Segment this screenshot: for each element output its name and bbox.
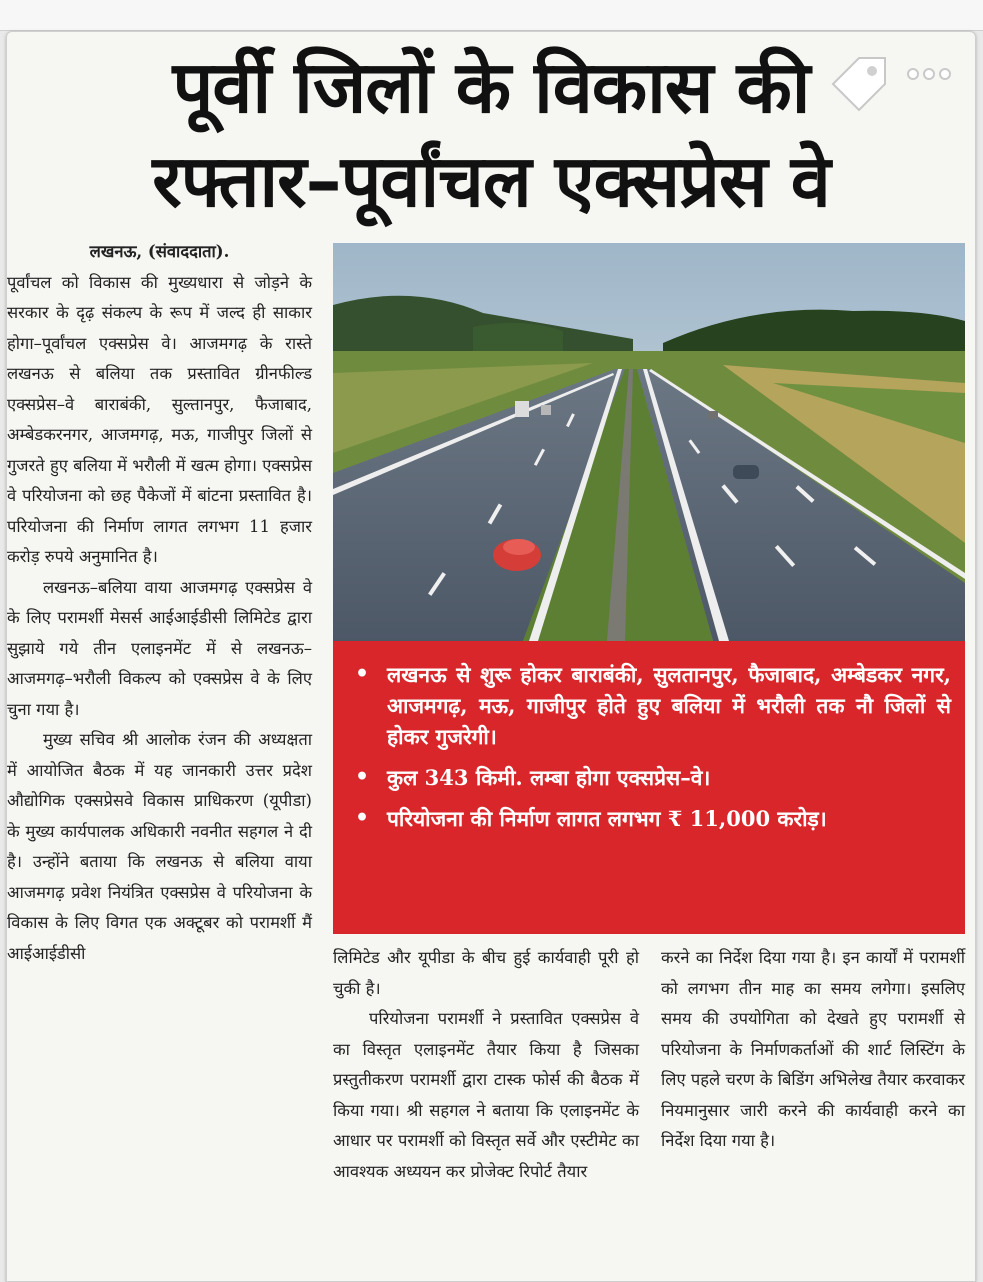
article-paragraph: परियोजना परामर्शी ने प्रस्तावित एक्सप्रेस वे का विस्तृत एलाइनमेंट तैयार किया है जिसका प्रस्तुतीकरण परामर्शी द्वारा टास्क फोर्स की बैठक में किया गया। श्री सहगल ने बताया कि एलाइनमेंट के आधार पर परामर्शी को विस्तृत सर्वे और एस्टीमेट का आवश्यक अध्ययन कर प्रोजेक्ट रिपोर्ट तैयार (333, 1009, 639, 1181)
highlight-item: • कुल 343 किमी. लम्बा होगा एक्सप्रेस–वे। (355, 764, 711, 790)
highlight-item: • परियोजना की निर्माण लागत लगभग ₹ 11,000 करोड़। (355, 805, 827, 831)
highlights-box (333, 641, 965, 934)
dateline: लखनऊ, (संवाददाता). (89, 242, 230, 261)
expressway-photo (333, 243, 965, 641)
headline-line-2: रफ्तार–पूर्वांचल एक्सप्रेस वे (152, 139, 830, 223)
article-right-column (661, 943, 965, 1157)
highlight-item: • लखनऊ से शुरू होकर बाराबंकी, सुलतानपुर, फैजाबाद, अम्बेडकर नगर, आजमगढ़, मऊ, गाजीपुर होते हुए बलिया में भरौली तक नौ जिलों से होकर गुजरेगी। (355, 661, 951, 749)
more-options-icon[interactable] (907, 68, 951, 80)
article-paragraph: पूर्वांचल को विकास की मुख्यधारा से जोड़ने के सरकार के दृढ़ संकल्प के रूप में जल्द ही साकार होगा–पूर्वांचल एक्सप्रेस वे। आजमगढ़ के रास्ते लखनऊ से बलिया तक प्रस्तावित ग्रीनफील्ड एक्सप्रेस–वे बाराबंकी, सुल्तानपुर, फैजाबाद, अम्बेडकरनगर, आजमगढ़, मऊ, गाजीपुर जिलों से गुजरते हुए बलिया में भरौली में खत्म होगा। एक्सप्रेस वे परियोजना को छह पैकेजों में बांटना प्रस्तावित है। परियोजना की निर्माण लागत लगभग 11 हजार करोड़ रुपये अनुमानित है। (7, 272, 312, 566)
article-paragraph: मुख्य सचिव श्री आलोक रंजन की अध्यक्षता में आयोजित बैठक में यह जानकारी उत्तर प्रदेश औद्योगिक एक्सप्रेसवे विकास प्राधिकरण (यूपीडा) के मुख्य कार्यपालक अधिकारी नवनीत सहगल ने दी है। उन्होंने बताया कि लखनऊ से बलिया वाया आजमगढ़ प्रवेश नियंत्रित एक्सप्रेस वे परियोजना के विकास के लिए विगत एक अक्टूबर को परामर्शी मैं आईआईडीसी (7, 730, 312, 963)
viewer-top-bar (0, 0, 983, 31)
headline-line-1: पूर्वी जिलों के विकास की (172, 45, 810, 129)
article-paragraph: लिमिटेड और यूपीडा के बीच हुई कार्यवाही पूरी हो चुकी है। (333, 948, 639, 998)
expressway-illustration (333, 243, 965, 641)
highlights-list (333, 641, 965, 834)
article-paragraph: करने का निर्देश दिया गया है। इन कार्यों में परामर्शी को लगभग तीन माह का समय लगेगा। इसलिए समय की उपयोगिता को देखते हुए परामर्शी से परियोजना के निर्माणकर्ताओं की शार्ट लिस्टिंग के लिए पहले चरण के बिडिंग अभिलेख तैयार करवाकर नियमानुसार जारी करने की कार्यवाही करने का निर्देश दिया गया है। (661, 948, 965, 1150)
article-middle-column (333, 943, 639, 1187)
article-paragraph: लखनऊ–बलिया वाया आजमगढ़ एक्सप्रेस वे के लिए परामर्शी मेसर्स आईआईडीसी लिमिटेड द्वारा सुझाये गये तीन एलाइनमेंट में से लखनऊ–आजमगढ़–भरौली विकल्प को एक्सप्रेस वे के लिए चुना गया है। (7, 577, 312, 719)
tag-icon[interactable] (827, 52, 893, 118)
newspaper-clipping (6, 31, 976, 1282)
article-left-column (7, 237, 312, 969)
